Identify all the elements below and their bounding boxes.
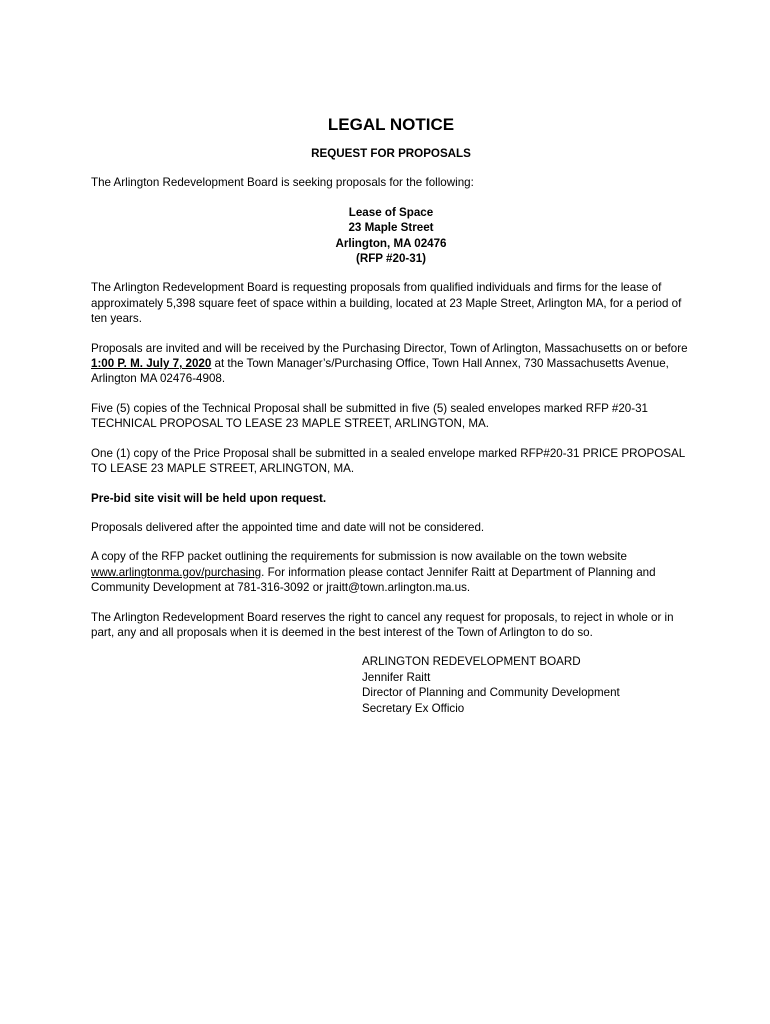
submission-text: Proposals are invited and will be received by the Purchasing Director, Town of Arlington, Massachusetts on or before: [91, 341, 688, 355]
rights-reserved-paragraph: The Arlington Redevelopment Board reserves the right to cancel any request for proposals, to reject in whole or in part, any and all proposals when it is deemed in the best interest of the Town of Arlington to do so.: [91, 610, 674, 639]
rfp-packet-paragraph: [91, 549, 691, 595]
late-proposals-paragraph: Proposals delivered after the appointed time and date will not be considered.: [91, 520, 485, 534]
notice-subtitle: REQUEST FOR PROPOSALS: [311, 147, 471, 160]
technical-proposal-paragraph: Five (5) copies of the Technical Proposal shall be submitted in five (5) sealed envelopes marked RFP #20-31 TECHNICAL PROPOSAL TO LEASE 23 MAPLE STREET, ARLINGTON, MA.: [91, 401, 649, 431]
request-paragraph: The Arlington Redevelopment Board is requesting proposals from qualified individuals and firms for the lease of approximately 5,398 square feet of space within a building, located at 23 Maple Street, Arlington MA, for a period of ten years.: [91, 281, 682, 326]
rfp-packet-text: A copy of the RFP packet outlining the requirements for submission is now available on the town website: [91, 550, 627, 564]
lease-line: Lease of Space: [348, 205, 434, 219]
prebid-notice: Pre-bid site visit will be held upon request.: [91, 491, 327, 505]
submission-location-text: at the Town Manager’s/Purchasing Office, Town Hall Annex, 730 Massachusetts Avenue, Arlington MA 02476-4908.: [91, 357, 669, 386]
signature-block: [362, 654, 691, 716]
contact-text: . For information please contact Jennifer Raitt at Department of Planning and Community Development at 781-316-3092 or jraitt@town.arlington.ma.us.: [91, 565, 656, 595]
notice-title: LEGAL NOTICE: [327, 115, 455, 134]
signature-line: Director of Planning and Community Development: [362, 686, 620, 700]
lease-line: 23 Maple Street: [348, 221, 434, 235]
purchasing-website-link[interactable]: www.arlingtonma.gov/purchasing: [91, 565, 262, 579]
signature-line: Jennifer Raitt: [362, 670, 431, 684]
notice-content: [91, 113, 691, 716]
lease-block: [91, 205, 691, 267]
price-proposal-paragraph: One (1) copy of the Price Proposal shall be submitted in a sealed envelope marked RFP#20-31 PRICE PROPOSAL TO LEASE 23 MAPLE STREET, ARLINGTON, MA.: [91, 446, 685, 476]
intro-paragraph: The Arlington Redevelopment Board is seeking proposals for the following:: [91, 176, 474, 190]
submission-paragraph: [91, 341, 691, 387]
signature-line: Secretary Ex Officio: [362, 701, 465, 715]
signature-line: ARLINGTON REDEVELOPMENT BOARD: [362, 655, 581, 669]
lease-line: Arlington, MA 02476: [335, 236, 447, 250]
lease-line: (RFP #20-31): [355, 252, 427, 266]
deadline-text: 1:00 P. M. July 7, 2020: [91, 357, 212, 371]
